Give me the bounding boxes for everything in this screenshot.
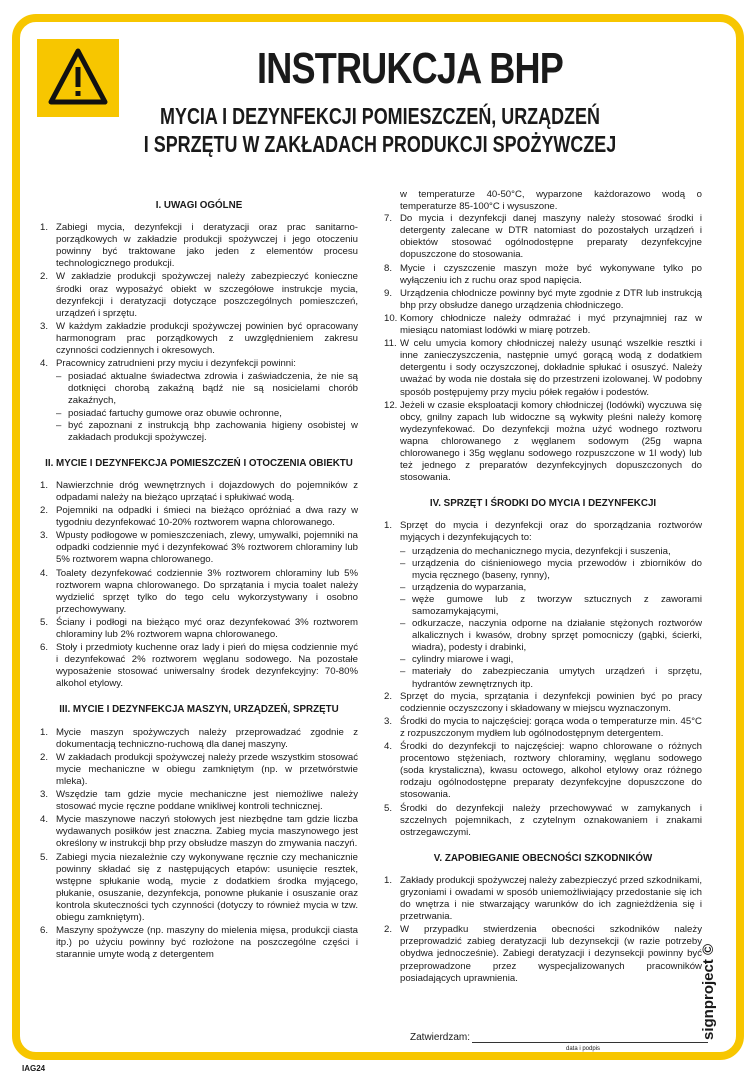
- sub-item: – urządzenia do wyparzania,: [400, 581, 527, 593]
- list-item: 6. Stoły i przedmioty kuchenne oraz lady i pień do mięsa codziennie myć i dezynfekować 2% roztworem węglanu sodowego. Na pozostałe wyposażenie stosować uniwersalny środek dezynfekcyjny: 70-80% alkohol etylowy.: [40, 642, 358, 690]
- sub-item: – posiadać aktualne świadectwa zdrowia i zaświadczenia, że nie są dotknięci chorobą zakaźną bądź nie są nosicielami chorób zakaźnych,: [56, 371, 358, 407]
- section-heading: V. ZAPOBIEGANIE OBECNOŚCI SZKODNIKÓW: [433, 852, 653, 864]
- list-item: 1. Nawierzchnie dróg wewnętrznych i dojazdowych do pojemników z odpadami należy na bieżąco uprzątać i spłukiwać wodą.: [40, 479, 358, 503]
- list-item: 2. W zakładach produkcji spożywczej należy przede wszystkim stosować mycie mechaniczne w obiegu zamkniętym (np. w przetwórstwie mleka).: [40, 751, 358, 787]
- list-item: 7. Do mycia i dezynfekcji danej maszyny należy stosować środki i detergenty zalecane w DTR natomiast do pozostałych urządzeń i obiektów stosować ogólnodostępne preparaty dezynfekcyjne dopuszczone do stosowania.: [384, 213, 702, 261]
- sub-item: – być zapoznani z instrukcją bhp zachowania higieny osobistej w zakładach produkcji spożywczej.: [56, 419, 358, 443]
- sub-item: – urządzenia do mechanicznego mycia, dezynfekcji i suszenia,: [400, 545, 671, 557]
- list-item: 3. Środki do mycia to najczęściej: gorąca woda o temperaturze min. 45°C z rozpuszczonym mydłem lub ogólnodostępnym detergentem.: [384, 715, 702, 739]
- product-code: IAG24: [22, 1064, 46, 1073]
- section-heading: I. UWAGI OGÓLNE: [155, 200, 243, 211]
- sub-item: – węże gumowe lub z tworzyw sztucznych z zaworami samozamykającymi,: [400, 593, 702, 617]
- list-item: 5. Ściany i podłogi na bieżąco myć oraz dezynfekować 3% roztworem chloraminy lub 2% roztworem wapna chlorowanego.: [40, 616, 358, 640]
- list-item: 4. Mycie maszynowe naczyń stołowych jest niezbędne tam gdzie liczba wydawanych posiłków jest znaczna. Zabieg mycia maszynowego jest określony w instrukcji bhp przy obsłudze maszyn do zmywania naczyń.: [40, 814, 358, 850]
- list-item: 1. Sprzęt do mycia i dezynfekcji oraz do sporządzania roztworów myjących i dezynfekujących to:: [384, 520, 702, 544]
- section-heading: III. MYCIE I DEZYNFEKCJA MASZYN, URZĄDZEŃ, SPRZĘTU: [59, 704, 339, 716]
- right-column: [384, 189, 702, 986]
- approve-label: Zatwierdzam:: [410, 1032, 471, 1043]
- sub-item: – posiadać fartuchy gumowe oraz obuwie ochronne,: [56, 407, 282, 419]
- list-item: 1. Zabiegi mycia, dezynfekcji i deratyzacji oraz prac sanitarno-porządkowych w zakładzie produkcji spożywczej i jego otoczeniu powinny być traktowane jako jeden z elementów procesu technologicznego produkcji.: [40, 222, 358, 270]
- sub-item: – materiały do zabezpieczania umytych urządzeń i sprzętu, hydrantów zewnętrznych itp.: [400, 666, 702, 690]
- list-item: 5. Środki do dezynfekcji należy przechowywać w zamykanych i szczelnych pojemnikach, z czytelnym oznakowaniem i znakami ostrzegawczymi.: [384, 802, 702, 838]
- section-heading: IV. SPRZĘT I ŚRODKI DO MYCIA I DEZYNFEKCJI: [429, 498, 657, 510]
- list-item: 10. Komory chłodnicze należy odmrażać i myć przynajmniej raz w miesiącu natomiast lodówki w miarę potrzeb.: [384, 312, 702, 337]
- sub-item: – odkurzacze, naczynia odporne na działanie stężonych roztworów alkalicznych i kwasów, drobny sprzęt pomocniczy (gąbki, ścierki, wiadra), podesty i drabinki,: [400, 618, 702, 654]
- sub-item: – cylindry miarowe i wagi,: [400, 654, 514, 666]
- list-item: 1. Mycie maszyn spożywczych należy przeprowadzać zgodnie z dokumentacją techniczno-ruchową dla danej maszyny.: [40, 726, 358, 750]
- list-item: 11. W celu umycia komory chłodniczej należy usunąć wszelkie resztki i inne zanieczyszczenia, następnie umyć gorącą wodą z dodatkiem detergentu i sody oczyszczonej, dokładnie spłukać i osuszyć. Należy uważać by woda nie dostała się do przestrzeni izolowanej. W podobny sposób postępujemy przy myciu półek regałów i podestów.: [384, 338, 702, 398]
- warning-box: [37, 39, 119, 117]
- list-item: 12. Jeżeli w czasie eksploatacji komory chłodniczej (lodówki) wyczuwa się obcy, gnilny zapach lub widoczne są wykwity pleśni należy komorę wydezynfekować. Do dezynfekcji można użyć wodnego roztworu wapna chlorowanego z węglanem sodowym (25g wapna chlorowanego i 35g węglanu sodowego rozpuszczone w 1l wody) lub też jednego z preparatów dezynfekcyjnych dopuszczonych do stosowania.: [384, 399, 702, 484]
- list-item: 6. Maszyny spożywcze (np. maszyny do mielenia mięsa, produkcji ciasta itp.) po użyciu powinny być rozłożone na poszczególne części i starannie umyte wodą z detergentem: [40, 925, 358, 961]
- subtitle-line-2: I SPRZĘTU W ZAKŁADACH PRODUKCJI SPOŻYWCZEJ: [143, 131, 617, 157]
- list-item: 2. W przypadku stwierdzenia obecności szkodników należy przeprowadzić zabieg deratyzacji lub dezynsekcji (w razie potrzeby obydwa jednocześnie). Zabiegi deratyzacji i dezynsekcji powinny być przeprowadzone przez wyspecjalizowanych pracowników posiadających uprawnienia.: [384, 924, 702, 984]
- sub-item: – urządzenia do ciśnieniowego mycia przewodów i zbiorników do mycia ręcznego (baseny, rynny),: [400, 557, 702, 581]
- list-item: 2. Pojemniki na odpadki i śmieci na bieżąco opróżniać a dwa razy w tygodniu dezynfekować 10-20% roztworem wapna chlorowanego.: [40, 505, 358, 529]
- list-item: 4. Toalety dezynfekować codziennie 3% roztworem chloraminy lub 5% roztworem wapna chlorowanego. Do sprzątania i mycia toalet należy wydzielić sprzęt tylko do tego celu wykorzystywany i osobno przechowywany.: [40, 567, 358, 615]
- list-item: 9. Urządzenia chłodnicze powinny być myte zgodnie z DTR lub instrukcją bhp przy obsłudze danego urządzenia chłodniczego.: [384, 287, 702, 311]
- list-item: 2. Sprzęt do mycia, sprzątania i dezynfekcji powinien być po pracy codziennie oczyszczony i składowany w miejscu wyznaczonym.: [384, 690, 702, 714]
- brand-logo: signproject ©: [700, 943, 717, 1040]
- list-item: 4. Środki do dezynfekcji to najczęściej: wapno chlorowane o różnych procentowo stężeniach, roztwory chloraminy, węglanu sodowego (soda krystaliczna), kwasu octowego, alkohol etylowy oraz różnego rodzaju ogólnodostępne preparaty dezynfekcyjne dopuszczone do stosowania.: [384, 741, 702, 801]
- signature-caption: data i podpis: [566, 1046, 601, 1052]
- list-item-continuation: w temperaturze 40-50°C, wyparzone każdorazowo wodą o temperaturze 85-100°C i wysuszone.: [400, 189, 702, 213]
- list-item: 3. W każdym zakładzie produkcji spożywczej powinien być opracowany harmonogram prac porządkowych z uwzględnieniem zakresu czynności codziennych i okresowych.: [40, 320, 358, 357]
- section-heading: II. MYCIE I DEZYNFEKCJA POMIESZCZEŃ I OTOCZENIA OBIEKTU: [45, 457, 353, 469]
- list-item: 3. Wszędzie tam gdzie mycie mechaniczne jest niemożliwe należy stosować mycie ręczne poddane wnikliwej kontroli technicznej.: [40, 789, 358, 813]
- subtitle-line-1: MYCIA I DEZYNFEKCJI POMIESZCZEŃ, URZĄDZEŃ: [160, 103, 600, 129]
- page-title: INSTRUKCJA BHP: [257, 44, 563, 93]
- list-item: 2. W zakładzie produkcji spożywczej należy zabezpieczyć konieczne środki oraz wyposażyć obiekt w szczegółowe instrukcje mycia, dezynfekcji i deratyzacji dotyczące poszczególnych pomieszczeń, urządzeń i sprzętu.: [40, 271, 358, 319]
- list-item: 3. Wpusty podłogowe w pomieszczeniach, zlewy, umywalki, pojemniki na odpadki codziennie myć i dezynfekować 3% roztworem chloraminy lub 5% roztworem wapna chlorowanego.: [40, 530, 358, 566]
- page-subtitle: [130, 102, 629, 158]
- list-item: 4. Pracownicy zatrudnieni przy myciu i dezynfekcji powinni:: [40, 358, 296, 370]
- left-column: [40, 192, 358, 962]
- list-item: 1. Zakłady produkcji spożywczej należy zabezpieczyć przed szkodnikami, gryzoniami i owadami w sposób uniemożliwiający przedostanie się ich do wnętrza i nie stwarzający warunków do ich zagnieżdżenia się i przetrwania.: [384, 874, 702, 923]
- warning-triangle-icon: [47, 47, 109, 107]
- list-item: 8. Mycie i czyszczenie maszyn może być wykonywane tylko po wyłączeniu ich z ruchu oraz spod napięcia.: [384, 262, 702, 286]
- signature-line: [472, 1042, 708, 1043]
- list-item: 5. Zabiegi mycia niezależnie czy wykonywane ręcznie czy mechanicznie powinny składać się z następujących etapów: usunięcie resztek, wstępne spłukanie wodą, mycie z dodatkiem środka myjącego, płukanie, osuszanie, dezynfekcja, ponowne płukanie i osuszanie oraz kontrola skuteczności tych czynności (dotyczy to również mycia w tzw. obiegu zamkniętym).: [40, 851, 358, 923]
